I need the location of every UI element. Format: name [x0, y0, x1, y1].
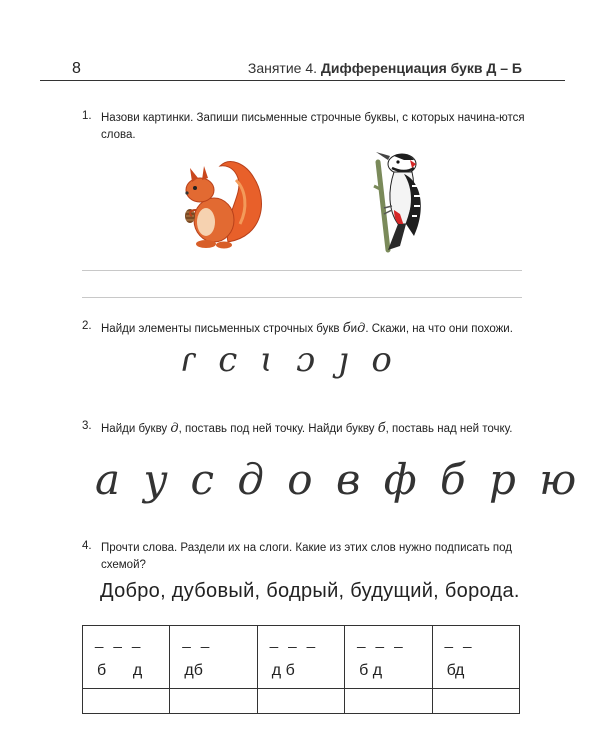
answer-cell[interactable] [170, 689, 257, 714]
cursive-letter-b: б [342, 321, 351, 336]
letter-elements: ɾ c ɩ ɔ ȷ o [180, 340, 398, 380]
word-list: Добро, дубовый, бодрый, будущий, борода. [100, 580, 520, 602]
header-rule [40, 80, 565, 81]
squirrel-image [176, 150, 266, 255]
scheme-dashes: _ _ _ [357, 632, 406, 649]
task-3-text-2: , поставь под ней точку. Найди букву [178, 423, 375, 435]
task-4-number: 4. [82, 540, 92, 552]
scheme-dashes: _ _ [444, 632, 475, 649]
scheme-table [82, 625, 520, 714]
scheme-cell [345, 626, 432, 689]
lesson-topic: Дифференциация букв Д – Б [320, 60, 522, 76]
cursive-letter-d-inline: д [170, 421, 179, 436]
scheme-cell [170, 626, 257, 689]
scheme-dashes: _ _ _ [95, 632, 144, 649]
answer-cell[interactable] [257, 689, 344, 714]
task-2-number: 2. [82, 320, 92, 332]
lesson-label: Занятие 4. [247, 60, 317, 76]
scheme-letters: д б [271, 662, 295, 679]
task-2-text-before: Найди элементы письменных строчных букв [101, 323, 340, 335]
task-2-text-after: . Скажи, на что они похожи. [365, 323, 513, 335]
task-2-conj: и [350, 323, 358, 335]
task-3-text [101, 420, 531, 438]
scheme-letters: б д [359, 662, 383, 679]
answer-cell[interactable] [83, 689, 170, 714]
task-3-number: 3. [82, 420, 92, 432]
cursive-letter-b-inline: б [377, 421, 386, 436]
task-1-number: 1. [82, 110, 92, 122]
scheme-dashes: _ _ _ [269, 632, 319, 649]
woodpecker-image [370, 150, 440, 255]
cursive-letter-d: д [357, 321, 366, 336]
answer-cell[interactable] [345, 689, 432, 714]
scheme-letters: бд [446, 662, 465, 679]
page-number: 8 [72, 60, 81, 77]
task-2-text [101, 320, 531, 338]
writing-line-2[interactable] [82, 297, 522, 298]
scheme-cell [432, 626, 519, 689]
scheme-letters: дб [184, 662, 203, 679]
task-3-text-1: Найди букву [101, 423, 168, 435]
scheme-letters: б д [97, 662, 143, 679]
lesson-title [248, 60, 522, 76]
scheme-dashes: _ _ [182, 632, 213, 649]
task-1-text: Назови картинки. Запиши письменные строчные буквы, с которых начина-ются слова. [101, 112, 525, 141]
scheme-cell [257, 626, 344, 689]
task-4-text: Прочти слова. Раздели их на слоги. Какие из этих слов нужно подписать под схемой? [101, 542, 512, 571]
task-3-text-3: , поставь над ней точку. [385, 423, 513, 435]
answer-cell[interactable] [432, 689, 519, 714]
scheme-cell [83, 626, 170, 689]
cursive-letters-row[interactable]: a y c д o в ф б р ю [95, 455, 582, 504]
writing-line-1[interactable] [82, 270, 522, 271]
